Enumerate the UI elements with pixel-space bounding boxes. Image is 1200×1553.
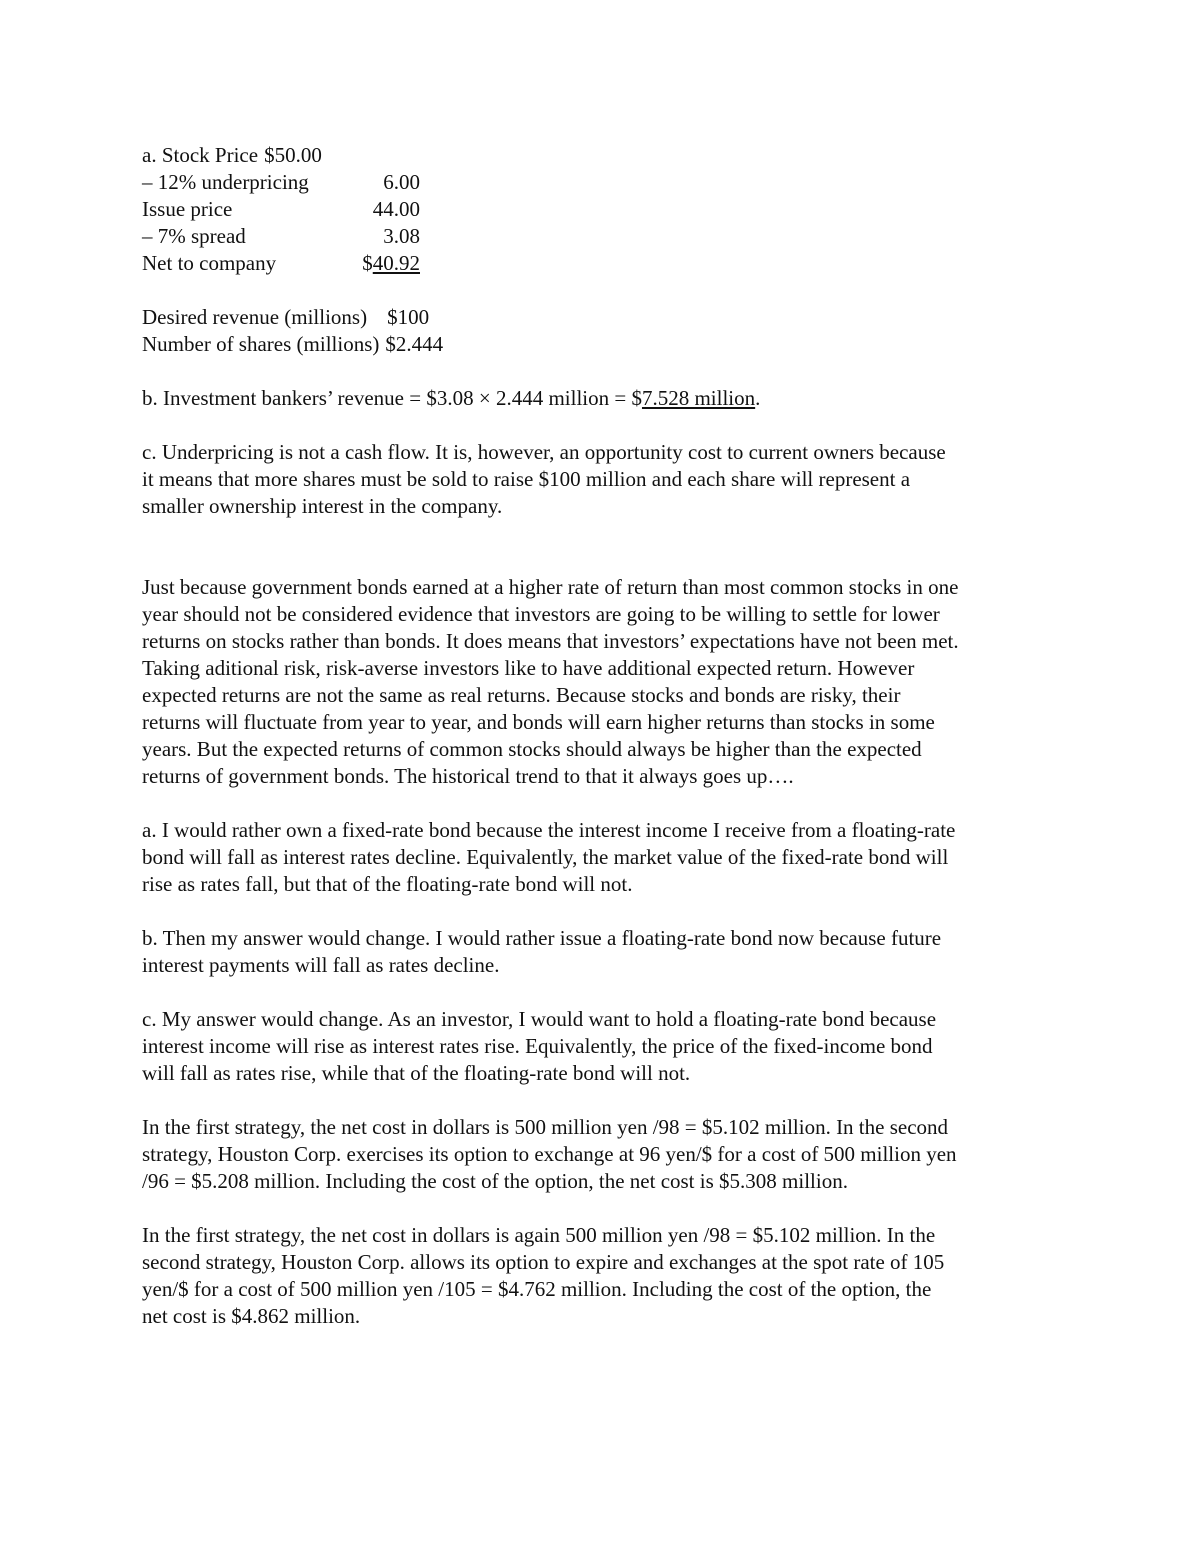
- part-b-paragraph: [142, 385, 1072, 412]
- text-line: smaller ownership interest in the company.: [142, 494, 503, 518]
- ipo-calculation-table: [142, 142, 1072, 277]
- table-row: [142, 223, 1072, 250]
- fixed-rate-answer-a: [142, 817, 1072, 898]
- text-line: strategy, Houston Corp. exercises its option to exchange at 96 yen/$ for a cost of 500 million yen: [142, 1142, 957, 1166]
- desired-revenue-line: [142, 304, 1072, 331]
- text-line: net cost is $4.862 million.: [142, 1304, 361, 1328]
- row-label: a. Stock Price: [142, 143, 259, 167]
- row-value: 3.08: [383, 224, 420, 248]
- text-line: expected returns are not the same as real returns. Because stocks and bonds are risky, their: [142, 683, 901, 707]
- text-line: rise as rates fall, but that of the floating-rate bond will not.: [142, 872, 633, 896]
- table-row: [142, 169, 1072, 196]
- row-value: [352, 250, 420, 277]
- text-line: second strategy, Houston Corp. allows its option to expire and exchanges at the spot rate of 105: [142, 1250, 945, 1274]
- text-line: a. I would rather own a fixed-rate bond because the interest income I receive from a floating-rate: [142, 818, 956, 842]
- part-c-paragraph: [142, 439, 1072, 520]
- text-line: bond will fall as interest rates decline. Equivalently, the market value of the fixed-rate bond will: [142, 845, 949, 869]
- text-line: /96 = $5.208 million. Including the cost of the option, the net cost is $5.308 million.: [142, 1169, 848, 1193]
- text-line: Just because government bonds earned at a higher rate of return than most common stocks in one: [142, 575, 959, 599]
- row-value: 44.00: [372, 197, 420, 221]
- text-line: In the first strategy, the net cost in dollars is again 500 million yen /98 = $5.102 million. In the: [142, 1223, 936, 1247]
- row-value: $50.00: [264, 143, 322, 167]
- text-line: returns will fluctuate from year to year, and bonds will earn higher returns than stocks in some: [142, 710, 935, 734]
- yen-strategy-paragraph-1: [142, 1114, 1072, 1195]
- desired-revenue-value: $100: [387, 305, 430, 329]
- number-of-shares-label: Number of shares (millions): [142, 332, 380, 356]
- number-of-shares-line: [142, 331, 1072, 358]
- text-line: c. My answer would change. As an investor, I would want to hold a floating-rate bond because: [142, 1007, 937, 1031]
- text-line: returns of government bonds. The historical trend to that it always goes up….: [142, 764, 794, 788]
- desired-revenue-label: Desired revenue (millions): [142, 305, 368, 329]
- text-line: year should not be considered evidence that investors are going to be willing to settle for lower: [142, 602, 940, 626]
- text-line: interest income will rise as interest rates rise. Equivalently, the price of the fixed-income bond: [142, 1034, 933, 1058]
- row-label: Issue price: [142, 197, 233, 221]
- value-prefix: $: [362, 251, 373, 275]
- part-b-end: .: [755, 386, 761, 410]
- yen-strategy-paragraph-2: [142, 1222, 1072, 1330]
- row-label: – 7% spread: [142, 224, 246, 248]
- text-line: c. Underpricing is not a cash flow. It is, however, an opportunity cost to current owners because: [142, 440, 946, 464]
- part-b-text: b. Investment bankers’ revenue = $3.08 × 2.444 million = $: [142, 386, 642, 410]
- number-of-shares-value: $2.444: [385, 332, 444, 356]
- row-value: 6.00: [383, 170, 420, 194]
- bonds-vs-stocks-paragraph: [142, 574, 1072, 790]
- text-line: b. Then my answer would change. I would rather issue a floating-rate bond now because future: [142, 926, 942, 950]
- text-line: will fall as rates rise, while that of the floating-rate bond will not.: [142, 1061, 691, 1085]
- floating-rate-answer-c: [142, 1006, 1072, 1087]
- text-line: returns on stocks rather than bonds. It does means that investors’ expectations have not been met.: [142, 629, 959, 653]
- text-line: Taking aditional risk, risk-averse investors like to have additional expected return. However: [142, 656, 915, 680]
- text-line: In the first strategy, the net cost in dollars is 500 million yen /98 = $5.102 million. In the second: [142, 1115, 949, 1139]
- document-page: [142, 142, 1072, 1330]
- text-line: yen/$ for a cost of 500 million yen /105 = $4.762 million. Including the cost of the option, the: [142, 1277, 932, 1301]
- text-line: years. But the expected returns of common stocks should always be higher than the expected: [142, 737, 922, 761]
- text-line: interest payments will fall as rates decline.: [142, 953, 500, 977]
- table-row: [142, 196, 1072, 223]
- row-label: Net to company: [142, 251, 277, 275]
- floating-rate-answer-b: [142, 925, 1072, 979]
- table-row: [142, 142, 1072, 169]
- table-row: [142, 250, 1072, 277]
- bankers-revenue-value: 7.528 million: [641, 386, 756, 410]
- row-label: – 12% underpricing: [142, 170, 309, 194]
- net-to-company-value: 40.92: [372, 251, 420, 275]
- text-line: it means that more shares must be sold to raise $100 million and each share will represent a: [142, 467, 911, 491]
